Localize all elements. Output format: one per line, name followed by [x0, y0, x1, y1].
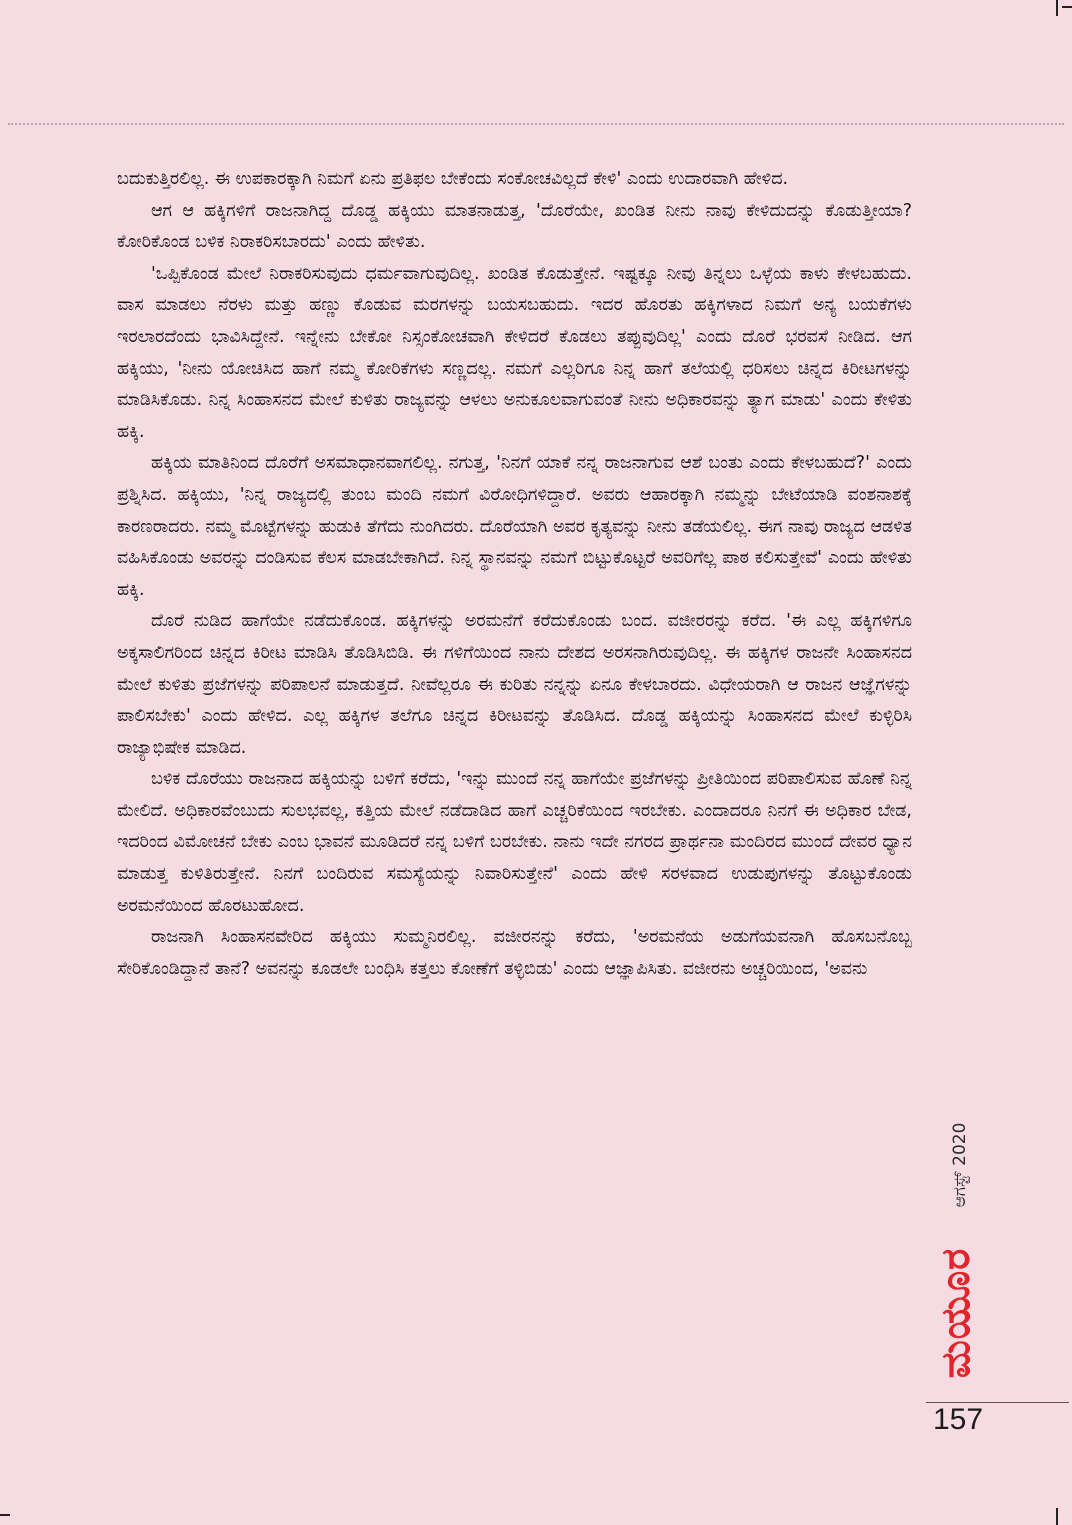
- paragraph-5: ದೊರೆ ನುಡಿದ ಹಾಗೆಯೇ ನಡೆದುಕೊಂಡ. ಹಕ್ಕಿಗಳನ್ನು ಅರಮನೆಗೆ ಕರೆದುಕೊಂಡು ಬಂದ. ವಜೀರರನ್ನು ಕರೆದ. 'ಈ ಎಲ್ಲ ಹಕ್ಕಿಗಳಿಗೂ ಅಕ್ಕಸಾಲಿಗರಿಂದ ಚಿನ್ನದ ಕಿರೀಟ ಮಾಡಿಸಿ ತೊಡಿಸಿಬಿಡಿ. ಈ ಗಳಿಗೆಯಿಂದ ನಾನು ದೇಶದ ಅರಸನಾಗಿರುವುದಿಲ್ಲ. ಈ ಹಕ್ಕಿಗಳ ರಾಜನೇ ಸಿಂಹಾಸನದ ಮೇಲೆ ಕುಳಿತು ಪ್ರಜೆಗಳನ್ನು ಪರಿಪಾಲನೆ ಮಾಡುತ್ತದೆ. ನೀವೆಲ್ಲರೂ ಈ ಕುರಿತು ನನ್ನನ್ನು ಏನೂ ಕೇಳಬಾರದು. ವಿಧೇಯರಾಗಿ ಆ ರಾಜನ ಆಜ್ಞೆಗಳನ್ನು ಪಾಲಿಸಬೇಕು' ಎಂದು ಹೇಳಿದ. ಎಲ್ಲ ಹಕ್ಕಿಗಳ ತಲೆಗೂ ಚಿನ್ನದ ಕಿರೀಟವನ್ನು ತೊಡಿಸಿದ. ದೊಡ್ಡ ಹಕ್ಕಿಯನ್ನು ಸಿಂಹಾಸನದ ಮೇಲೆ ಕುಳ್ಳಿರಿಸಿ ರಾಜ್ಯಾಭಿಷೇಕ ಮಾಡಿದ.: [117, 611, 912, 758]
- article-body: [117, 164, 912, 985]
- page-number: 157: [933, 1403, 984, 1436]
- paragraph-3: 'ಒಪ್ಪಿಕೊಂಡ ಮೇಲೆ ನಿರಾಕರಿಸುವುದು ಧರ್ಮವಾಗುವುದಿಲ್ಲ. ಖಂಡಿತ ಕೊಡುತ್ತೇನೆ. ಇಷ್ಟಕ್ಕೂ ನೀವು ತಿನ್ನಲು ಒಳ್ಳೆಯ ಕಾಳು ಕೇಳಬಹುದು. ವಾಸ ಮಾಡಲು ನೆರಳು ಮತ್ತು ಹಣ್ಣು ಕೊಡುವ ಮರಗಳನ್ನು ಬಯಸಬಹುದು. ಇದರ ಹೊರತು ಹಕ್ಕಿಗಳಾದ ನಿಮಗೆ ಅನ್ಯ ಬಯಕೆಗಳು ಇರಲಾರದೆಂದು ಭಾವಿಸಿದ್ದೇನೆ. ಇನ್ನೇನು ಬೇಕೋ ನಿಸ್ಸಂಕೋಚವಾಗಿ ಕೇಳಿದರೆ ಕೊಡಲು ತಪ್ಪುವುದಿಲ್ಲ' ಎಂದು ದೊರೆ ಭರವಸೆ ನೀಡಿದ. ಆಗ ಹಕ್ಕಿಯು, 'ನೀನು ಯೋಚಿಸಿದ ಹಾಗೆ ನಮ್ಮ ಕೋರಿಕೆಗಳು ಸಣ್ಣದಲ್ಲ. ನಮಗೆ ಎಲ್ಲರಿಗೂ ನಿನ್ನ ಹಾಗೆ ತಲೆಯಲ್ಲಿ ಧರಿಸಲು ಚಿನ್ನದ ಕಿರೀಟಗಳನ್ನು ಮಾಡಿಸಿಕೊಡು. ನಿನ್ನ ಸಿಂಹಾಸನದ ಮೇಲೆ ಕುಳಿತು ರಾಜ್ಯವನ್ನು ಆಳಲು ಅನುಕೂಲವಾಗುವಂತೆ ನೀನು ಅಧಿಕಾರವನ್ನು ತ್ಯಾಗ ಮಾಡು' ಎಂದು ಕೇಳಿತು ಹಕ್ಕಿ.: [117, 263, 912, 442]
- issue-date-text: ಆಗಸ್ಟ್ 2020: [950, 1122, 970, 1208]
- paragraph-2: ಆಗ ಆ ಹಕ್ಕಿಗಳಿಗೆ ರಾಜನಾಗಿದ್ದ ದೊಡ್ಡ ಹಕ್ಕಿಯು ಮಾತನಾಡುತ್ತ, 'ದೊರೆಯೇ, ಖಂಡಿತ ನೀನು ನಾವು ಕೇಳಿದುದನ್ನು ಕೊಡುತ್ತೀಯಾ? ಕೋರಿಕೊಂಡ ಬಳಿಕ ನಿರಾಕರಿಸಬಾರದು' ಎಂದು ಹೇಳಿತು.: [117, 200, 912, 253]
- crop-mark-top-right-h: [1062, 6, 1072, 8]
- paragraph-4: ಹಕ್ಕಿಯ ಮಾತಿನಿಂದ ದೊರೆಗೆ ಅಸಮಾಧಾನವಾಗಲಿಲ್ಲ. ನಗುತ್ತ, 'ನಿನಗೆ ಯಾಕೆ ನನ್ನ ರಾಜನಾಗುವ ಆಶೆ ಬಂತು ಎಂದು ಕೇಳಬಹುದೆ?' ಎಂದು ಪ್ರಶ್ನಿಸಿದ. ಹಕ್ಕಿಯು, 'ನಿನ್ನ ರಾಜ್ಯದಲ್ಲಿ ತುಂಬ ಮಂದಿ ನಮಗೆ ವಿರೋಧಿಗಳಿದ್ದಾರೆ. ಅವರು ಆಹಾರಕ್ಕಾಗಿ ನಮ್ಮನ್ನು ಬೇಟೆಯಾಡಿ ವಂಶನಾಶಕ್ಕೆ ಕಾರಣರಾದರು. ನಮ್ಮ ಮೊಟ್ಟೆಗಳನ್ನು ಹುಡುಕಿ ತೆಗೆದು ನುಂಗಿದರು. ದೊರೆಯಾಗಿ ಅವರ ಕೃತ್ಯವನ್ನು ನೀನು ತಡೆಯಲಿಲ್ಲ. ಈಗ ನಾವು ರಾಜ್ಯದ ಆಡಳಿತ ವಹಿಸಿಕೊಂಡು ಅವರನ್ನು ದಂಡಿಸುವ ಕೆಲಸ ಮಾಡಬೇಕಾಗಿದೆ. ನಿನ್ನ ಸ್ಥಾನವನ್ನು ನಮಗೆ ಬಿಟ್ಟುಕೊಟ್ಟರೆ ಅವರಿಗೆಲ್ಲ ಪಾಠ ಕಲಿಸುತ್ತೇವೆ' ಎಂದು ಹೇಳಿತು ಹಕ್ಕಿ.: [117, 453, 912, 600]
- crop-mark-top-right: [1056, 0, 1058, 16]
- crop-mark-bottom-left: [0, 1514, 10, 1516]
- paragraph-1: ಬದುಕುತ್ತಿರಲಿಲ್ಲ. ಈ ಉಪಕಾರಕ್ಕಾಗಿ ನಿಮಗೆ ಏನು ಪ್ರತಿಫಲ ಬೇಕೆಂದು ಸಂಕೋಚವಿಲ್ಲದೆ ಕೇಳಿ' ಎಂದು ಉದಾರವಾಗಿ ಹೇಳಿದ.: [117, 169, 789, 189]
- paragraph-7: ರಾಜನಾಗಿ ಸಿಂಹಾಸನವೇರಿದ ಹಕ್ಕಿಯು ಸುಮ್ಮನಿರಲಿಲ್ಲ. ವಜೀರನನ್ನು ಕರೆದು, 'ಅರಮನೆಯ ಅಡುಗೆಯವನಾಗಿ ಹೊಸಬನೊಬ್ಬ ಸೇರಿಕೊಂಡಿದ್ದಾನೆ ತಾನೆ? ಅವನನ್ನು ಕೂಡಲೇ ಬಂಧಿಸಿ ಕತ್ತಲು ಕೋಣೆಗೆ ತಳ್ಳಿಬಿಡು' ಎಂದು ಆಜ್ಞಾಪಿಸಿತು. ವಜೀರನು ಅಚ್ಚರಿಯಿಂದ, 'ಅವನು: [117, 927, 912, 979]
- magazine-logo: [926, 1225, 986, 1400]
- header-dotted-rule: [8, 123, 1064, 125]
- crop-mark-bottom-right: [1056, 1508, 1058, 1525]
- paragraph-6: ಬಳಿಕ ದೊರೆಯು ರಾಜನಾದ ಹಕ್ಕಿಯನ್ನು ಬಳಿಗೆ ಕರೆದು, 'ಇನ್ನು ಮುಂದೆ ನನ್ನ ಹಾಗೆಯೇ ಪ್ರಜೆಗಳನ್ನು ಪ್ರೀತಿಯಿಂದ ಪರಿಪಾಲಿಸುವ ಹೊಣೆ ನಿನ್ನ ಮೇಲಿದೆ. ಅಧಿಕಾರವೆಂಬುದು ಸುಲಭವಲ್ಲ, ಕತ್ತಿಯ ಮೇಲೆ ನಡೆದಾಡಿದ ಹಾಗೆ ಎಚ್ಚರಿಕೆಯಿಂದ ಇರಬೇಕು. ಎಂದಾದರೂ ನಿನಗೆ ಈ ಅಧಿಕಾರ ಬೇಡ, ಇದರಿಂದ ವಿಮೋಚನೆ ಬೇಕು ಎಂಬ ಭಾವನೆ ಮೂಡಿದರೆ ನನ್ನ ಬಳಿಗೆ ಬರಬೇಕು. ನಾನು ಇದೇ ನಗರದ ಪ್ರಾರ್ಥನಾ ಮಂದಿರದ ಮುಂದೆ ದೇವರ ಧ್ಯಾನ ಮಾಡುತ್ತ ಕುಳಿತಿರುತ್ತೇನೆ. ನಿನಗೆ ಬಂದಿರುವ ಸಮಸ್ಯೆಯನ್ನು ನಿವಾರಿಸುತ್ತೇನೆ' ಎಂದು ಹೇಳಿ ಸರಳವಾದ ಉಡುಪುಗಳನ್ನು ತೊಟ್ಟುಕೊಂಡು ಅರಮನೆಯಿಂದ ಹೊರಟುಹೋದ.: [117, 769, 912, 916]
- magazine-logo-text: ಮಯೂರ: [933, 1247, 979, 1378]
- issue-date: [940, 1110, 980, 1220]
